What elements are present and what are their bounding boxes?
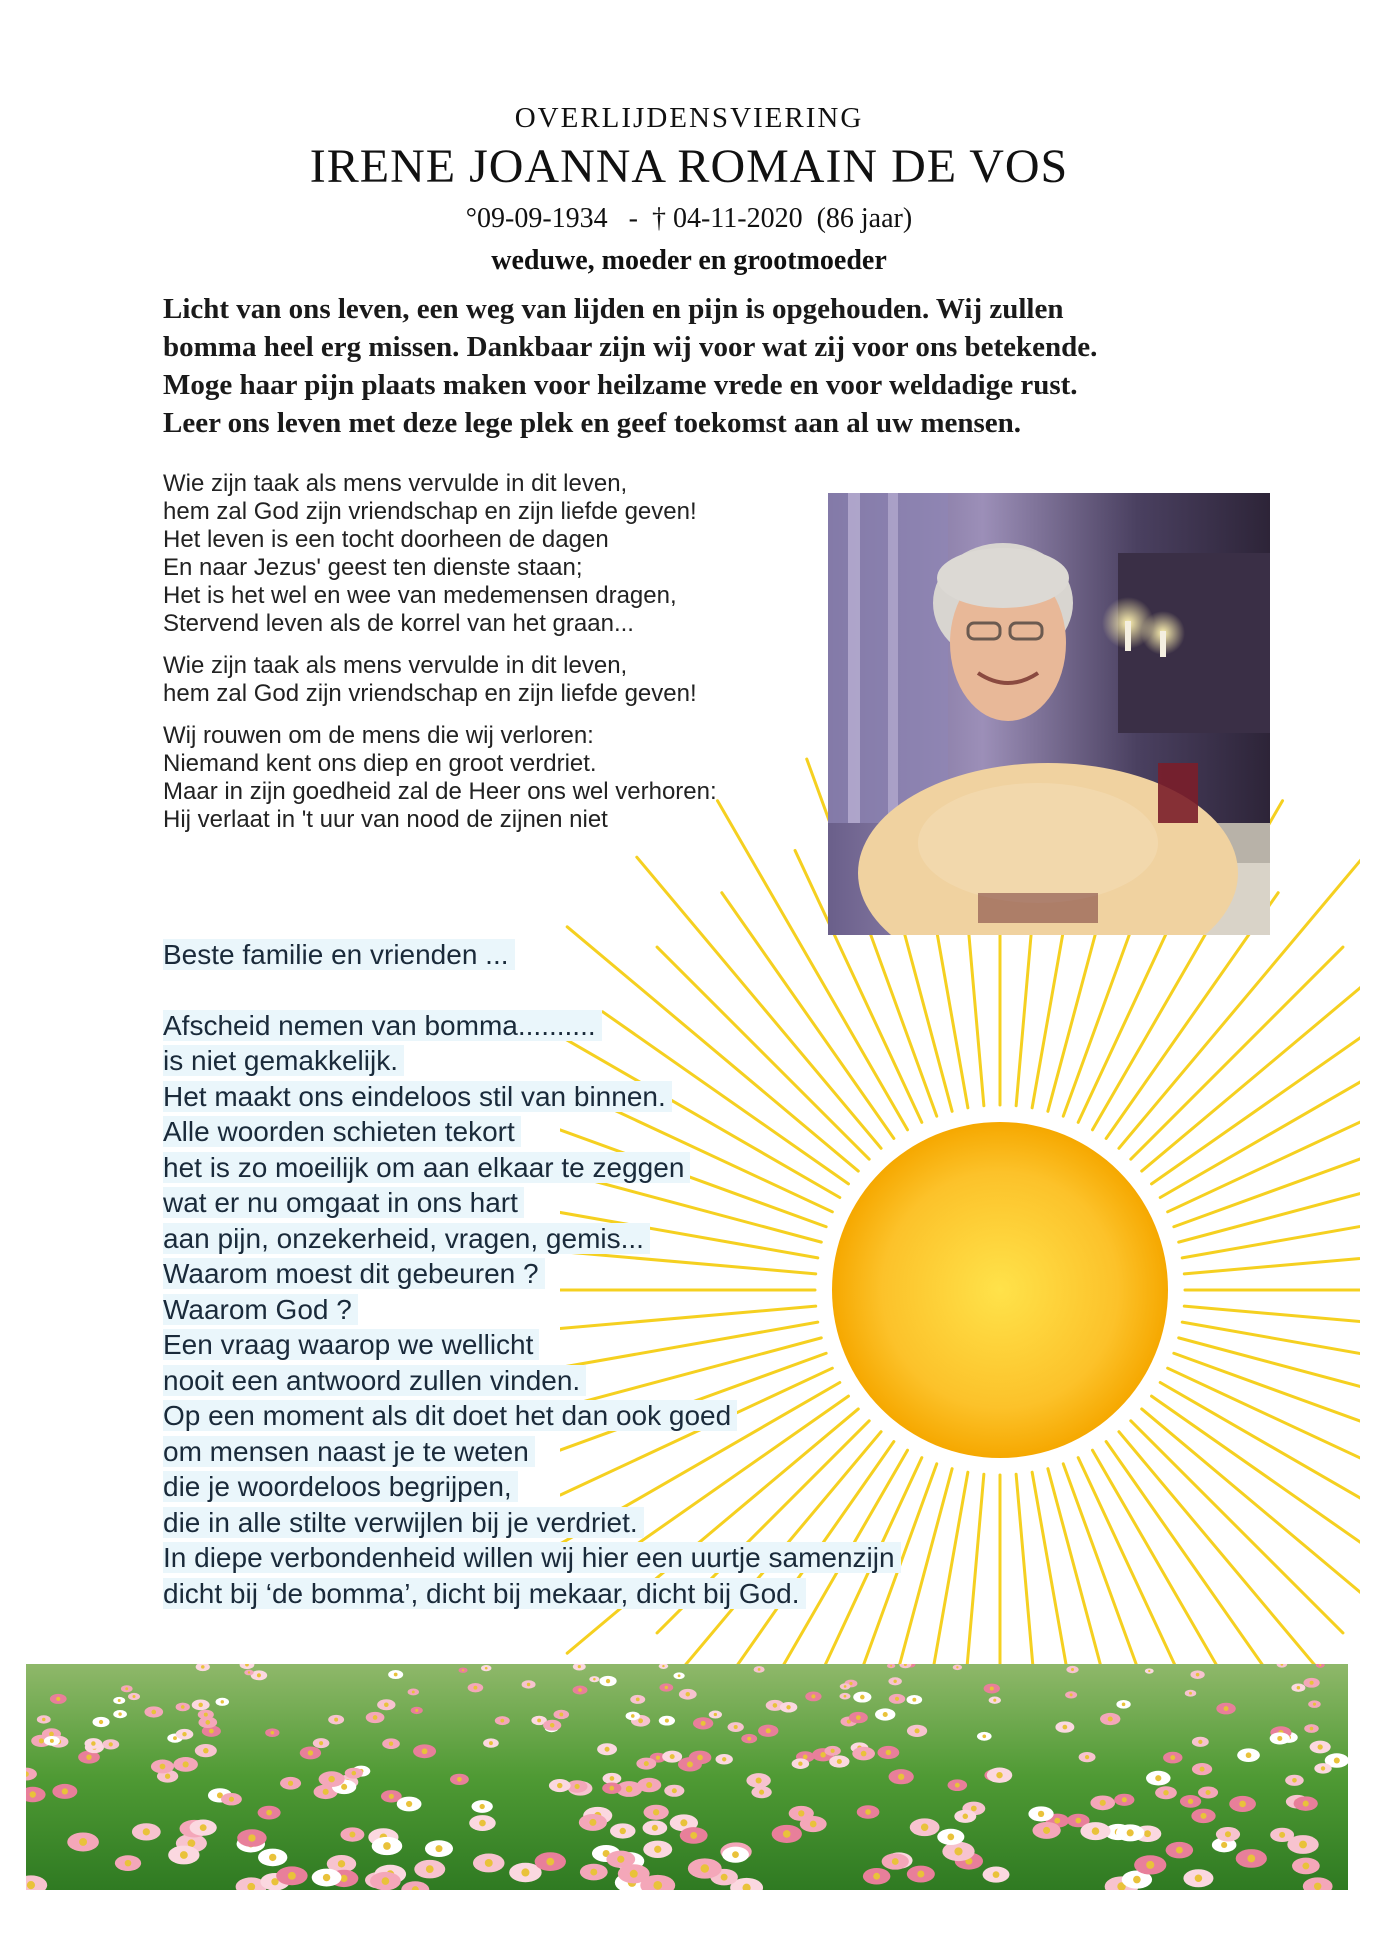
flower-center xyxy=(1070,1693,1073,1696)
flower-center xyxy=(165,1774,170,1779)
flower-center xyxy=(665,1719,669,1723)
flower-center xyxy=(349,1832,355,1838)
flower-center xyxy=(389,1794,394,1799)
flower-center xyxy=(798,1762,802,1766)
flower-center xyxy=(383,1842,391,1850)
flower-center xyxy=(1310,1727,1314,1731)
flower-center xyxy=(1279,1832,1285,1838)
flower-center xyxy=(1318,1744,1323,1749)
flower-center xyxy=(954,1847,962,1855)
flower-center xyxy=(91,1741,95,1745)
flower-center xyxy=(62,1788,68,1794)
letter-line: die je woordeloos begrijpen, xyxy=(163,1469,1003,1505)
letter xyxy=(163,937,1003,1611)
poem-line: En naar Jezus' geest ten dienste staan; xyxy=(163,554,583,581)
flower-center xyxy=(271,1731,275,1735)
ceremony-label: OVERLIJDENSVIERING xyxy=(514,102,864,134)
letter-greeting: Beste familie en vrienden ... xyxy=(163,937,1003,973)
letter-line: Op een moment als dit doet het dan ook goed xyxy=(163,1398,1003,1434)
flower-center xyxy=(229,1797,234,1802)
poem xyxy=(163,470,823,848)
flower-center xyxy=(1189,1692,1192,1695)
letter-line: In diepe verbondenheid willen wij hier een uurtje samenzijn xyxy=(163,1540,1003,1576)
poem-line: Wie zijn taak als mens vervulde in dit leven, xyxy=(163,470,628,497)
flower-center xyxy=(426,1865,434,1873)
flower-center xyxy=(758,1668,761,1671)
flower-center xyxy=(678,1674,681,1677)
flower-center xyxy=(557,1783,562,1788)
flower-center xyxy=(1163,1790,1168,1795)
flower-center xyxy=(982,1734,986,1738)
letter-line: is niet gemakkelijk. xyxy=(163,1043,1003,1079)
flower-center xyxy=(182,1732,186,1736)
flower-center xyxy=(578,1665,581,1668)
letter-line: die in alle stilte verwijlen bij je verdriet. xyxy=(163,1505,1003,1541)
poem-line: Wij rouwen om de mens die wij verloren: xyxy=(163,722,594,749)
flower-center xyxy=(610,1776,615,1781)
flower-center xyxy=(1188,1799,1193,1804)
flower-center xyxy=(856,1715,861,1720)
flower-center xyxy=(1321,1766,1325,1770)
poem-line: Maar in zijn goedheid zal de Heer ons wel verhoren: xyxy=(163,778,717,805)
flower-center xyxy=(1071,1668,1074,1671)
flower-center xyxy=(636,1698,640,1702)
flower-center xyxy=(352,1771,357,1776)
flower-center xyxy=(1122,1703,1126,1707)
flower-center xyxy=(1196,1673,1200,1677)
flower-center xyxy=(462,1669,464,1671)
flower-center xyxy=(173,1736,177,1740)
flower-center xyxy=(1206,1790,1211,1795)
flower-center xyxy=(546,1858,554,1866)
flower-center xyxy=(1127,1829,1134,1836)
flower-center xyxy=(1133,1876,1141,1884)
flower-center xyxy=(340,1875,347,1882)
poem-line: Het leven is een tocht doorheen de dagen xyxy=(163,526,609,553)
poem-line: Het is het wel en wee van medemensen dragen, xyxy=(163,582,677,609)
flower-center xyxy=(435,1845,442,1852)
flower-center xyxy=(672,1788,677,1793)
flower-center xyxy=(257,1673,261,1677)
flower-center xyxy=(489,1741,493,1745)
flower-center xyxy=(151,1710,156,1715)
flower-center xyxy=(631,1714,635,1718)
flower-center xyxy=(759,1790,764,1795)
flower-center xyxy=(1246,1752,1252,1758)
flower-center xyxy=(328,1776,335,1783)
flower-center xyxy=(786,1705,790,1709)
flower-center xyxy=(1155,1775,1161,1781)
flower-center xyxy=(609,1786,614,1791)
flower-center xyxy=(1225,1831,1231,1837)
flower-center xyxy=(606,1679,610,1683)
flower-center xyxy=(338,1860,345,1867)
flower-center xyxy=(680,1819,687,1826)
flower-center xyxy=(947,1833,954,1840)
flower-center xyxy=(341,1784,347,1790)
poem-stanza-1 xyxy=(163,470,823,638)
flower-center xyxy=(334,1718,338,1722)
flower-center xyxy=(1043,1827,1050,1834)
flower-center xyxy=(203,1748,209,1754)
flower-center xyxy=(86,1754,91,1759)
flower-center xyxy=(721,1874,728,1881)
flower-center xyxy=(1108,1716,1113,1721)
flower-center xyxy=(892,1858,899,1865)
flower-center xyxy=(626,1786,633,1793)
flower-center xyxy=(382,1877,390,1885)
letter-line: Waarom moest dit gebeuren ? xyxy=(163,1256,1003,1292)
flower-center xyxy=(1063,1725,1068,1730)
flower-center xyxy=(630,1870,638,1878)
flower-center xyxy=(783,1830,791,1838)
flower-center xyxy=(485,1667,488,1670)
flower-center xyxy=(308,1750,313,1755)
flower-center xyxy=(766,1728,771,1733)
flower-center xyxy=(1170,1755,1175,1760)
flower-center xyxy=(1085,1755,1089,1759)
flower-center xyxy=(646,1782,652,1788)
sun-ray xyxy=(1152,1012,1360,1184)
sun-ray xyxy=(1174,1097,1360,1227)
flower-center xyxy=(734,1725,738,1729)
flower-center xyxy=(638,1718,643,1723)
poem-stanza-2 xyxy=(163,652,823,708)
flower-center xyxy=(1303,1801,1309,1807)
flower-center xyxy=(956,1666,958,1668)
relation-subtitle: weduwe, moeder en grootmoeder xyxy=(491,245,887,276)
flower-center xyxy=(617,1856,624,1863)
letter-line: nooit een antwoord zullen vinden. xyxy=(163,1363,1003,1399)
flower-center xyxy=(521,1868,529,1876)
poem-line: hem zal God zijn vriendschap en zijn liefde geven! xyxy=(163,498,697,525)
flower-center xyxy=(198,1703,202,1707)
flower-center xyxy=(837,1759,842,1764)
flower-center xyxy=(79,1838,87,1846)
poem-line: hem zal God zijn vriendschap en zijn liefde geven! xyxy=(163,680,697,707)
flower-center xyxy=(747,1737,751,1741)
flower-center xyxy=(200,1824,207,1831)
flower-center xyxy=(1247,1855,1255,1863)
flower-center xyxy=(993,1699,996,1702)
flower-center xyxy=(1292,1778,1297,1783)
flower-center xyxy=(844,1685,847,1688)
flower-center xyxy=(527,1683,530,1686)
flower-meadow-image xyxy=(26,1664,1348,1890)
flower-center xyxy=(479,1820,486,1827)
flower-center xyxy=(653,1881,662,1890)
intro-line: Moge haar pijn plaats maken voor heilzame vrede en voor weldadige rust. xyxy=(163,369,1078,401)
flower-center xyxy=(118,1699,121,1702)
flower-center xyxy=(248,1671,250,1673)
flower-center xyxy=(50,1739,54,1743)
intro-paragraph xyxy=(163,290,1243,442)
poem-stanza-3 xyxy=(163,722,823,834)
flower-center xyxy=(1277,1736,1282,1741)
flower-center xyxy=(883,1712,888,1717)
flower-center xyxy=(1313,1703,1316,1706)
flower-center xyxy=(722,1757,726,1761)
flower-center xyxy=(49,1732,54,1737)
flower-center xyxy=(288,1781,293,1786)
poem-line: Hij verlaat in 't uur van nood de zijnen niet xyxy=(163,806,608,833)
flower-center xyxy=(39,1738,44,1743)
flower-center xyxy=(575,1784,580,1789)
letter-line: Alle woorden schieten tekort xyxy=(163,1114,1003,1150)
flower-center xyxy=(670,1754,675,1759)
flower-center xyxy=(1144,1830,1151,1837)
sun-ray xyxy=(1131,947,1343,1159)
flower-center xyxy=(820,1752,826,1758)
flower-center xyxy=(1176,1847,1183,1854)
flower-center xyxy=(1319,1664,1321,1666)
flower-center xyxy=(500,1719,504,1723)
flower-center xyxy=(323,1874,330,1881)
flower-center xyxy=(895,1697,899,1701)
flower-center xyxy=(373,1715,378,1720)
flower-center xyxy=(831,1749,835,1753)
flower-center xyxy=(1314,1883,1321,1890)
sun-ray xyxy=(1152,1396,1360,1568)
flower-center xyxy=(248,1834,255,1841)
flower-center xyxy=(963,1814,968,1819)
flower-center xyxy=(125,1687,128,1690)
flower-center xyxy=(697,1755,703,1761)
flower-center xyxy=(1092,1827,1100,1835)
life-dates: °09-09-1934 - † 04-11-2020 (86 jaar) xyxy=(465,203,913,234)
intro-line: Licht van ons leven, een weg van lijden en pijn is opgehouden. Wij zullen xyxy=(163,293,1064,325)
flower-center xyxy=(701,1864,709,1872)
flower-center xyxy=(893,1680,896,1683)
flower-center xyxy=(269,1854,276,1861)
letter-line: wat er nu omgaat in ons hart xyxy=(163,1185,1003,1221)
flower-center xyxy=(1200,1813,1206,1819)
header xyxy=(0,100,1378,280)
flower-center xyxy=(319,1741,323,1745)
flower-center xyxy=(811,1694,815,1698)
flower-center xyxy=(865,1809,871,1815)
letter-line: Waarom God ? xyxy=(163,1292,1003,1328)
flower-center xyxy=(160,1764,166,1770)
flower-center xyxy=(1038,1811,1044,1817)
letter-line: Een vraag waarop we wellicht xyxy=(163,1327,1003,1363)
flower-center xyxy=(886,1750,891,1755)
flower-center xyxy=(384,1702,389,1707)
flower-center xyxy=(205,1720,210,1725)
flower-center xyxy=(143,1828,150,1835)
flower-center xyxy=(389,1741,393,1745)
letter-line: Het maakt ons eindeloos stil van binnen. xyxy=(163,1079,1003,1115)
flower-center xyxy=(118,1712,121,1715)
flower-center xyxy=(873,1873,880,1880)
sun-ray xyxy=(1093,1450,1283,1700)
flower-center xyxy=(30,1791,36,1797)
flower-center xyxy=(860,1695,865,1700)
flower-center xyxy=(406,1801,412,1807)
flower-center xyxy=(955,1783,960,1788)
flower-center xyxy=(993,1871,1000,1878)
flower-center xyxy=(56,1697,60,1701)
flower-center xyxy=(798,1810,804,1816)
flower-center xyxy=(133,1695,136,1698)
flower-center xyxy=(890,1665,892,1667)
flower-center xyxy=(844,1695,847,1698)
flower-center xyxy=(1239,1801,1246,1808)
flower-center xyxy=(605,1747,610,1752)
letter-line: aan pijn, onzekerheid, vragen, gemis... xyxy=(163,1221,1003,1257)
flower-center xyxy=(288,1872,296,1880)
flower-center xyxy=(180,1851,188,1859)
flower-center xyxy=(590,1869,597,1876)
letter-line: het is zo moeilijk om aan elkaar te zeggen xyxy=(163,1150,1003,1186)
letter-line: dicht bij ‘de bomma’, dicht bij mekaar, dicht bij God. xyxy=(163,1576,1003,1612)
flower-center xyxy=(915,1728,920,1733)
flower-center xyxy=(996,1772,1002,1778)
flower-center xyxy=(1299,1841,1307,1849)
sun-ray xyxy=(1174,1353,1360,1483)
flower-center xyxy=(898,1774,904,1780)
flower-center xyxy=(109,1742,113,1746)
flower-center xyxy=(861,1751,867,1757)
flower-center xyxy=(912,1698,916,1702)
flower-center xyxy=(1198,1740,1202,1744)
flower-center xyxy=(221,1700,224,1703)
flower-center xyxy=(1148,1670,1150,1672)
flower-center xyxy=(1224,1706,1229,1711)
sun-ray xyxy=(1131,1421,1343,1633)
flower-center xyxy=(701,1721,706,1726)
intro-line: bomma heel erg missen. Dankbaar zijn wij voor wat zij voor ons betekende. xyxy=(163,331,1098,363)
flower-center xyxy=(537,1718,541,1722)
flower-center xyxy=(125,1860,132,1867)
flower-center xyxy=(593,1678,596,1681)
flower-center xyxy=(644,1761,649,1766)
flower-center xyxy=(686,1692,690,1696)
flower-center xyxy=(990,1686,994,1690)
flower-center xyxy=(1075,1818,1081,1824)
flower-center xyxy=(323,1789,329,1795)
flower-center xyxy=(394,1673,398,1677)
flower-center xyxy=(1122,1797,1127,1802)
flower-center xyxy=(99,1720,103,1724)
flower-center xyxy=(656,1756,660,1760)
flower-center xyxy=(654,1846,661,1853)
flower-center xyxy=(732,1851,739,1858)
flower-center xyxy=(412,1691,415,1694)
flower-center xyxy=(810,1821,817,1828)
flower-center xyxy=(652,1825,658,1831)
flower-center xyxy=(917,1871,924,1878)
flower-center xyxy=(1200,1767,1205,1772)
flower-center xyxy=(714,1713,717,1716)
flower-center xyxy=(1310,1681,1314,1685)
flower-center xyxy=(188,1839,196,1847)
letter-line: Afscheid nemen van bomma.......... xyxy=(163,1008,1003,1044)
flower-center xyxy=(1334,1758,1340,1764)
flower-center xyxy=(1100,1800,1106,1806)
flower-center xyxy=(1221,1842,1227,1848)
flower-center xyxy=(201,1665,205,1669)
flower-center xyxy=(756,1777,762,1783)
flower-center xyxy=(485,1859,493,1867)
flower-center xyxy=(971,1806,977,1812)
flower-center xyxy=(849,1682,852,1685)
letter-line: om mensen naast je te weten xyxy=(163,1434,1003,1470)
flower-center xyxy=(690,1832,697,1839)
flower-center xyxy=(1054,1818,1060,1824)
flower-center xyxy=(662,1665,664,1667)
flower-center xyxy=(665,1686,668,1689)
flower-center xyxy=(589,1819,596,1826)
flower-center xyxy=(921,1824,928,1831)
poem-line: Wie zijn taak als mens vervulde in dit leven, xyxy=(163,652,628,679)
deceased-name: IRENE JOANNA ROMAIN DE VOS xyxy=(309,140,1069,193)
flower-center xyxy=(803,1755,808,1760)
poem-line: Stervend leven als de korrel van het graan... xyxy=(163,610,634,637)
flower-center xyxy=(183,1761,189,1767)
flower-center xyxy=(1195,1874,1203,1882)
flower-center xyxy=(457,1777,462,1782)
portrait-photo xyxy=(828,493,1270,935)
flower-center xyxy=(204,1713,208,1717)
flower-center xyxy=(42,1718,45,1721)
flower-center xyxy=(559,1712,563,1716)
flower-center xyxy=(1297,1686,1300,1689)
flower-center xyxy=(1146,1861,1154,1869)
intro-line: Leer ons leven met deze lege plek en geef toekomst aan al uw mensen. xyxy=(163,407,1022,439)
flower-center xyxy=(578,1688,582,1692)
flower-center xyxy=(27,1881,35,1889)
flower-center xyxy=(480,1804,485,1809)
sun-ray xyxy=(1119,1432,1360,1700)
poem-line: Niemand kent ons diep en groot verdriet. xyxy=(163,750,597,777)
flower-center xyxy=(209,1729,214,1734)
flower-center xyxy=(266,1810,272,1816)
flower-center xyxy=(773,1703,778,1708)
flower-center xyxy=(181,1705,185,1709)
flower-center xyxy=(550,1723,555,1728)
flower-center xyxy=(620,1828,626,1834)
flower-center xyxy=(653,1809,659,1815)
flower-center xyxy=(415,1709,418,1712)
flower-center xyxy=(473,1686,477,1690)
flower-center xyxy=(422,1748,428,1754)
flower-center xyxy=(1302,1862,1309,1869)
